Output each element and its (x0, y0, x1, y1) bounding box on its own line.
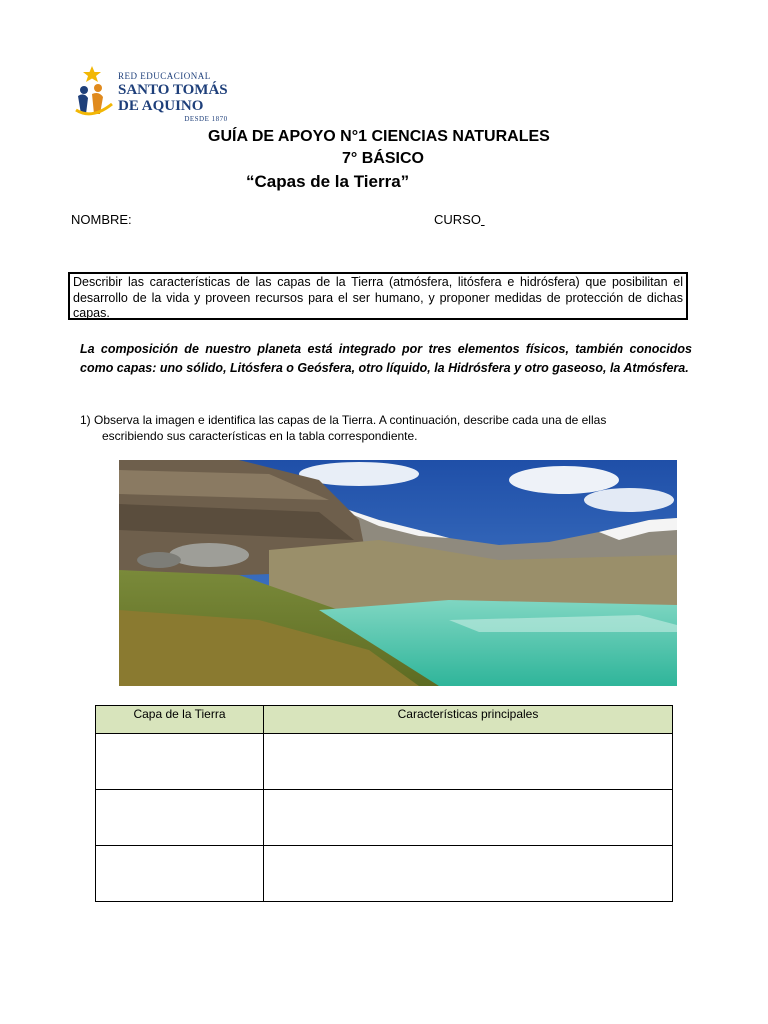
instruction-line-2: escribiendo sus características en la tabla correspondiente. (102, 428, 418, 443)
instruction (80, 413, 680, 444)
page-title: GUÍA DE APOYO N°1 CIENCIAS NATURALES (208, 128, 550, 145)
table-row (96, 790, 673, 846)
grade-title: 7° BÁSICO (342, 150, 424, 167)
star-figures-emblem-icon (72, 64, 118, 122)
logo-line-3: DE AQUINO (118, 98, 204, 114)
logo-line-4: DESDE 1870 (184, 115, 228, 123)
objective-box: Describir las características de las capas de la Tierra (atmósfera, litósfera e hidrósfera) que posibilitan el desarrollo de la vida y proveen recursos para el ser humano, y proponer medidas de protección de dichas capas. (68, 272, 688, 320)
table-cell-caracteristicas[interactable] (264, 846, 673, 902)
table-cell-capa[interactable] (96, 734, 264, 790)
intro-paragraph: La composición de nuestro planeta está integrado por tres elementos físicos, también conocidos como capas: uno sólido, Litósfera o Geósfera, otro líquido, la Hidrósfera y otro gaseoso, la Atmósfera. (80, 342, 692, 375)
table-cell-capa[interactable] (96, 790, 264, 846)
table-row (96, 846, 673, 902)
header-caracteristicas: Características principales (264, 706, 673, 734)
logo-line-2: SANTO TOMÁS (118, 82, 228, 98)
table-cell-caracteristicas[interactable] (264, 734, 673, 790)
curso-blank (481, 212, 485, 227)
table-cell-capa[interactable] (96, 846, 264, 902)
table-row (96, 734, 673, 790)
logo-line-1: RED EDUCACIONAL (118, 71, 211, 81)
header-capa: Capa de la Tierra (96, 706, 264, 734)
school-logo (72, 64, 232, 122)
subtitle: “Capas de la Tierra” (246, 172, 410, 191)
table-header-row (96, 706, 673, 734)
instruction-line-1: 1) Observa la imagen e identifica las capas de la Tierra. A continuación, describe cada una de ellas (80, 413, 607, 427)
layers-table (95, 705, 673, 902)
table-cell-caracteristicas[interactable] (264, 790, 673, 846)
curso-label: CURSO (434, 212, 481, 227)
curso-field (434, 212, 485, 227)
nombre-label: NOMBRE: (71, 212, 132, 227)
landscape-image (119, 460, 677, 686)
